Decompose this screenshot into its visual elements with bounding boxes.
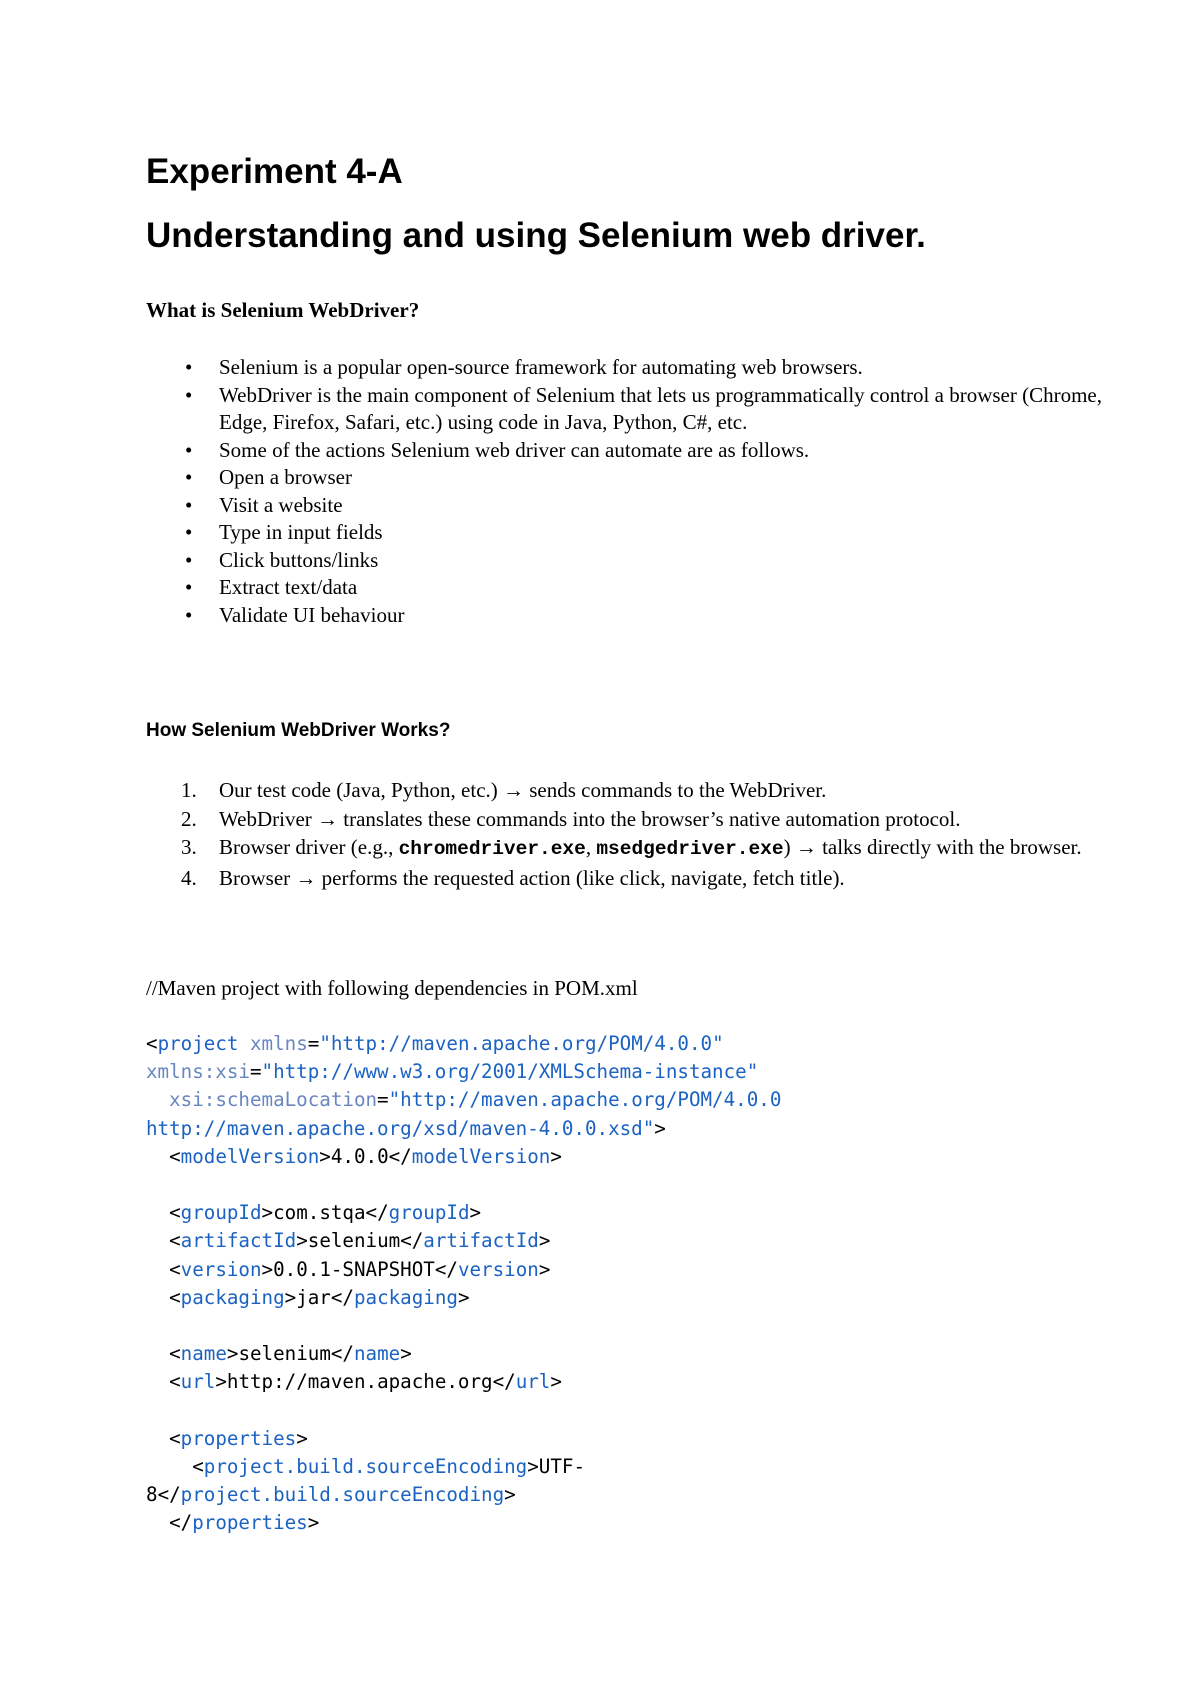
- bullet-icon: •: [185, 382, 193, 407]
- list-item: • Visit a website: [146, 492, 1106, 520]
- bullet-icon: •: [185, 520, 193, 544]
- page-subtitle: Understanding and using Selenium web driver.: [146, 216, 926, 255]
- code-comment: //Maven project with following dependencies in POM.xml: [146, 976, 638, 1000]
- list-item: • Some of the actions Selenium web driver can automate are as follows.: [146, 437, 1106, 465]
- list-item: • WebDriver is the main component of Selenium that lets us programmatically control a browser (Chrome, Edge, Firefox, Safari, etc.) using code in Java, Python, C#, etc.: [185, 382, 1102, 434]
- inline-code: chromedriver.exe: [398, 838, 586, 860]
- numbered-list: [146, 776, 1106, 892]
- list-item: • Validate UI behaviour: [146, 602, 1106, 630]
- section-heading-what-is: What is Selenium WebDriver?: [146, 298, 420, 322]
- bullet-icon: •: [185, 465, 193, 489]
- bullet-icon: •: [185, 492, 193, 517]
- list-item: 4. Browser → performs the requested action (like click, navigate, fetch title).: [181, 865, 845, 890]
- list-item: • Type in input fields: [146, 519, 1106, 547]
- list-item: • Click buttons/links: [146, 547, 1106, 575]
- bullet-icon: •: [185, 547, 193, 572]
- list-item: 1. Our test code (Java, Python, etc.) → sends commands to the WebDriver.: [181, 778, 827, 802]
- bullet-icon: •: [185, 355, 193, 379]
- code-block: <project xmlns="http://maven.apache.org/POM/4.0.0" xmlns:xsi="http://www.w3.org/2001/XMLSchema-instance" xsi:schemaLocation="http://maven.apache.org/POM/4.0.0 http://maven.apache.org/xsd/maven-4.0.0.xsd"> <modelVersion>4.0.0</modelVersion> <groupId>com.stqa</groupId> <artifactId>selenium</artifactId> <version>0.0.1-SNAPSHOT</version> <packaging>jar</packaging> <name>selenium</name> <url>http://maven.apache.org</url> <properties> <project.build.sourceEncoding>UTF- 8</project.build.sourceEncoding> </properties>: [146, 1032, 782, 1535]
- bullet-list: [146, 354, 1106, 629]
- bullet-icon: •: [185, 437, 193, 462]
- bullet-icon: •: [185, 575, 193, 599]
- list-item: • Selenium is a popular open-source framework for automating web browsers.: [146, 354, 1106, 382]
- list-item: 3. Browser driver (e.g., chromedriver.exe, msedgedriver.exe) → talks directly with the browser.: [181, 835, 1082, 860]
- list-item: • Extract text/data: [146, 574, 1106, 602]
- bullet-icon: •: [185, 602, 193, 627]
- section-heading-how-works: How Selenium WebDriver Works?: [146, 720, 451, 741]
- inline-code: msedgedriver.exe: [596, 838, 784, 860]
- list-item: 2. WebDriver → translates these commands into the browser’s native automation protocol.: [181, 806, 961, 831]
- page-title: Experiment 4-A: [146, 152, 403, 191]
- list-item: • Open a browser: [146, 464, 1106, 492]
